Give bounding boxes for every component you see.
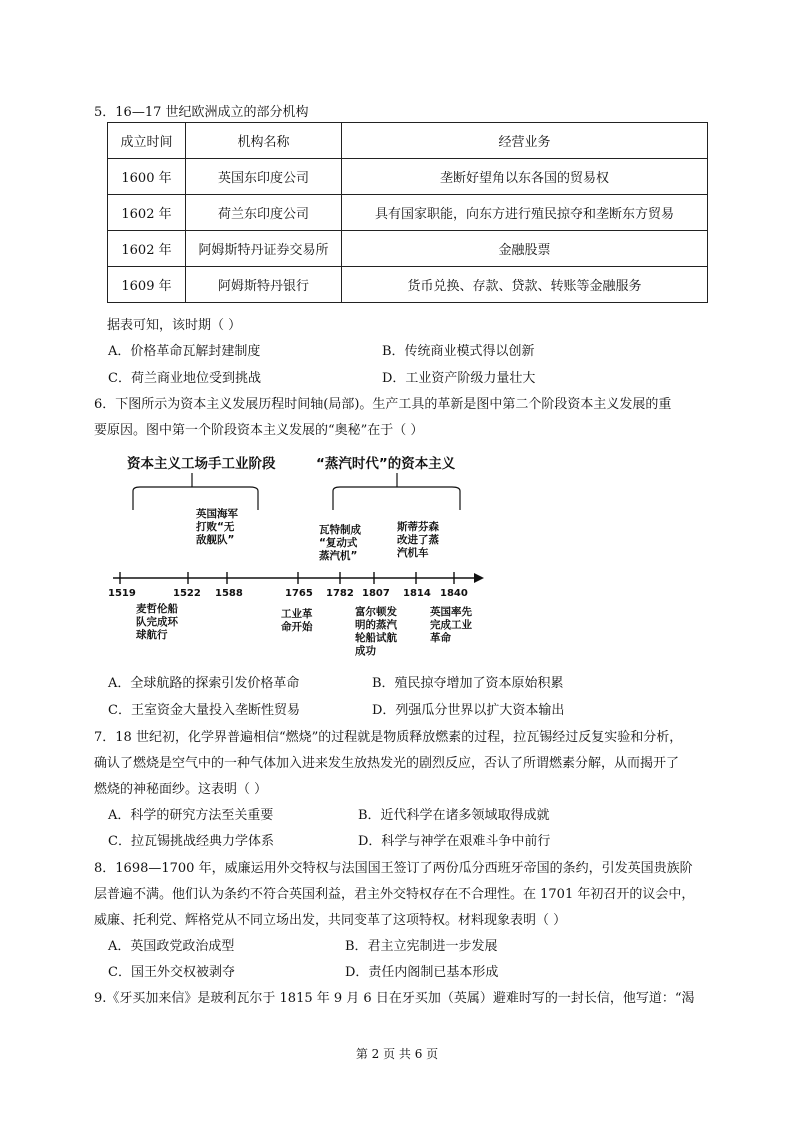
stage1-label: 资本主义工场手工业阶段 [127, 456, 276, 472]
q8-line2: 层普遍不满。他们认为条约不符合英国利益，君主外交特权存在不合理性。在 1701 年初召开的议会中， [94, 887, 695, 902]
event-1840: 英国率先 完成工业 革命 [430, 606, 472, 644]
q7-option-d: D．科学与神学在艰难斗争中前行 [358, 834, 551, 849]
table-cell: 1600 年 [108, 159, 186, 195]
table-header: 成立时间 [108, 123, 186, 159]
q5-option-a: A．价格革命瓦解封建制度 [108, 344, 261, 359]
page-footer: 第 2 页 共 6 页 [355, 1047, 439, 1061]
event-1519: 麦哲伦船 队完成环 球航行 [136, 603, 178, 641]
event-1814: 斯蒂芬森 改进了蒸 汽机车 [397, 521, 439, 559]
table-cell: 1602 年 [108, 195, 186, 231]
q8-option-b: B．君主立宪制进一步发展 [345, 939, 498, 954]
q7-option-b: B．近代科学在诸多领域取得成就 [358, 808, 550, 823]
q7-option-c: C．拉瓦锡挑战经典力学体系 [108, 834, 274, 849]
q9-line1: 9.《牙买加来信》是玻利瓦尔于 1815 年 9 月 6 日在牙买加（英属）避难时写的一封长信，他写道：“渴 [94, 991, 695, 1006]
q5-stem: 5．16—17 世纪欧洲成立的部分机构 [94, 105, 309, 120]
q5-prompt: 据表可知，该时期（ ） [107, 318, 242, 333]
table-cell: 金融股票 [342, 231, 708, 267]
q7-line3: 燃烧的神秘面纱。这表明（ ） [94, 782, 268, 797]
q7-line2: 确认了燃烧是空气中的一种气体加入进来发生放热发光的剧烈反应，否认了所谓燃素分解，从而揭开了 [94, 756, 680, 771]
q8-option-c: C．国王外交权被剥夺 [108, 965, 235, 980]
q6-option-b: B．殖民掠夺增加了资本原始积累 [372, 676, 564, 691]
stage2-label: “蒸汽时代”的资本主义 [316, 456, 456, 472]
q6-option-c: C．王室资金大量投入垄断性贸易 [108, 703, 300, 718]
q6-option-d: D．列强瓜分世界以扩大资本输出 [372, 703, 565, 718]
table-cell: 货币兑换、存款、贷款、转账等金融服务 [342, 267, 708, 303]
table-cell: 1602 年 [108, 231, 186, 267]
q7-option-a: A．科学的研究方法至关重要 [108, 808, 274, 823]
q8-line1: 8．1698—1700 年，威廉运用外交特权与法国国王签订了两份瓜分西班牙帝国的条约，引发英国贵族阶 [94, 861, 693, 876]
year-tick: 1765 [285, 588, 313, 599]
table-cell: 具有国家职能，向东方进行殖民掠夺和垄断东方贸易 [342, 195, 708, 231]
event-1765: 工业革 命开始 [281, 608, 313, 633]
table-cell: 阿姆斯特丹证券交易所 [186, 231, 342, 267]
year-tick: 1522 [173, 588, 201, 599]
year-tick: 1588 [215, 588, 243, 599]
q8-option-a: A．英国政党政治成型 [108, 939, 235, 954]
q5-option-b: B．传统商业模式得以创新 [382, 344, 535, 359]
q8-line3: 威廉、托利党、辉格党从不同立场出发，共同变革了这项特权。材料现象表明（ ） [94, 913, 567, 928]
table-cell: 1609 年 [108, 267, 186, 303]
event-1807: 富尔顿发 明的蒸汽 轮船试航 成功 [355, 606, 397, 657]
q6-stem-line2: 要原因。图中第一个阶段资本主义发展的“奥秘”在于（ ） [94, 423, 424, 438]
table-header: 机构名称 [186, 123, 342, 159]
table-cell: 阿姆斯特丹银行 [186, 267, 342, 303]
q5-option-d: D．工业资产阶级力量壮大 [382, 371, 536, 386]
event-1588: 英国海军 打败“无 敌舰队” [196, 508, 238, 546]
year-tick: 1814 [403, 588, 431, 599]
table-header: 经营业务 [342, 123, 708, 159]
event-1782: 瓦特制成 “复动式 蒸汽机” [319, 524, 361, 562]
year-tick: 1807 [362, 588, 390, 599]
table-cell: 垄断好望角以东各国的贸易权 [342, 159, 708, 195]
q6-stem-line1: 6．下图所示为资本主义发展历程时间轴(局部)。生产工具的革新是图中第二个阶段资本主义发展的重 [94, 397, 672, 412]
year-tick: 1519 [108, 588, 136, 599]
year-tick: 1840 [440, 588, 468, 599]
q6-option-a: A．全球航路的探索引发价格革命 [108, 676, 300, 691]
q5-option-c: C．荷兰商业地位受到挑战 [108, 371, 261, 386]
table-cell: 英国东印度公司 [186, 159, 342, 195]
q7-line1: 7．18 世纪初，化学界普遍相信“燃烧”的过程就是物质释放燃素的过程，拉瓦锡经过反复实验和分析， [94, 730, 683, 745]
q8-option-d: D．责任内阁制已基本形成 [345, 965, 499, 980]
year-tick: 1782 [326, 588, 354, 599]
table-cell: 荷兰东印度公司 [186, 195, 342, 231]
